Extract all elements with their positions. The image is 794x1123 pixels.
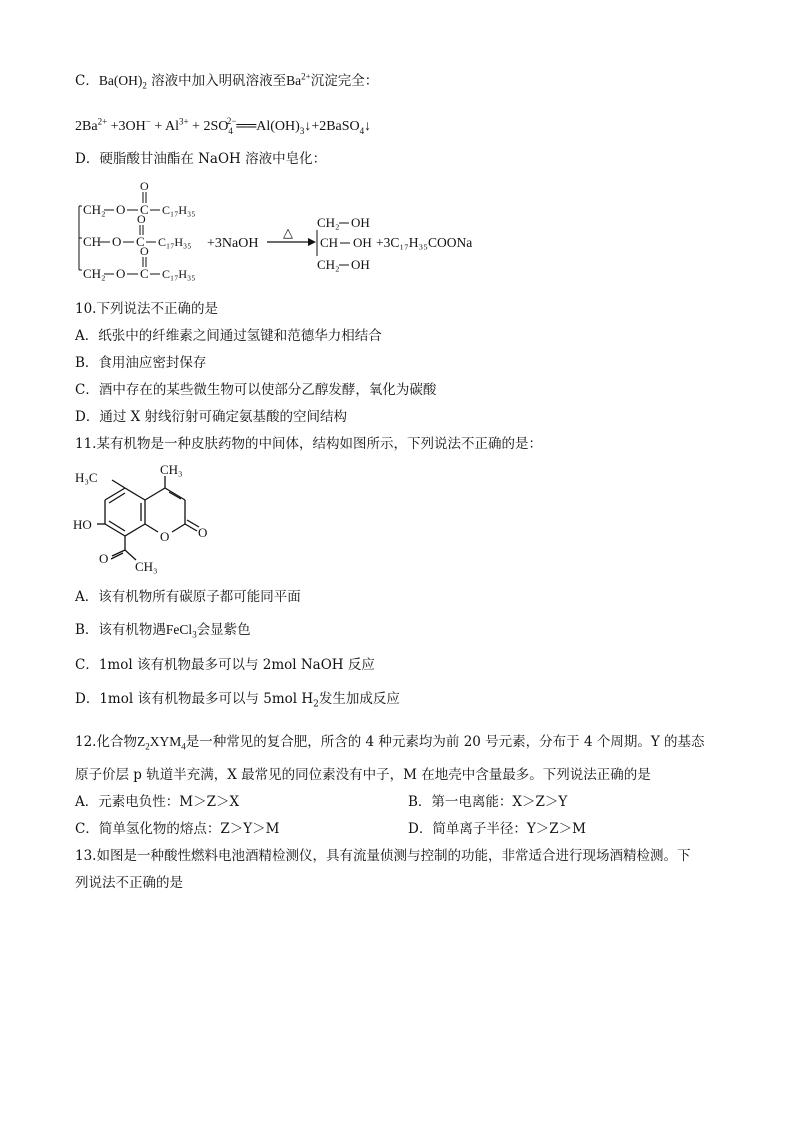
q10-option-c: C．酒中存在的某些微生物可以使部分乙醇发酵，氧化为碳酸 <box>75 382 437 398</box>
q11-option-b: B．该有机物遇FeCl$_3$会显紫色 <box>75 622 251 640</box>
q11-option-a: A．该有机物所有碳原子都可能同平面 <box>75 589 301 605</box>
svg-text:OH: OH <box>351 215 370 230</box>
h3c-label: H₃C <box>75 470 98 485</box>
q11-option-d: D．1mol 该有机物最多可以与 5mol $H_2$发生加成反应 <box>75 691 400 710</box>
acyl-ch3-label: CH₃ <box>135 559 158 574</box>
compound-formula: $Z_2XYM_4$ <box>136 734 186 752</box>
svg-text:CH₂: CH₂ <box>317 215 340 230</box>
q13-stem-line1: 13.如图是一种酸性燃料电池酒精检测仪，具有流量侦测与控制的功能，非常适合进行现场酒精检测。下 <box>75 848 691 864</box>
svg-text:C₁₇H₃₅: C₁₇H₃₅ <box>158 235 192 249</box>
svg-text:CH: CH <box>320 235 339 250</box>
q10-option-a: A．纸张中的纤维素之间通过氢键和范德华力相结合 <box>75 328 382 344</box>
fecl3-formula: FeCl$_3$ <box>165 622 197 640</box>
q12-option-c: C．简单氢化物的熔点：Z＞Y＞M <box>75 821 280 837</box>
q9c-equation: $2Ba^{2+} +3OH^- + Al^{3+}$ + $2SO_4^{2-}══Al(OH)_3↓+2BaSO_4↓$ <box>75 116 372 136</box>
svg-text:O: O <box>112 234 122 249</box>
q12-option-a: A．元素电负性：M＞Z＞X <box>75 794 240 810</box>
q13-stem-line2: 列说法不正确的是 <box>75 875 183 891</box>
ch3-top-label: CH₃ <box>160 462 183 477</box>
svg-text:C₁₇H₃₅: C₁₇H₃₅ <box>162 267 196 281</box>
q12-stem-line2: 原子价层 p 轨道半充满，X 最常见的同位素没有中子，M 在地壳中含量最多。下列说法正确的是 <box>75 767 651 783</box>
r2-ch: CH <box>83 234 102 249</box>
q10-option-b: B．食用油应密封保存 <box>75 355 207 371</box>
svg-text:O: O <box>140 244 149 258</box>
acyl-o-label: O <box>99 551 109 566</box>
naoh-reagent: +3NaOH <box>207 236 259 251</box>
ring-o-label: O <box>160 529 170 544</box>
q9-option-c: C．$Ba(OH)_2$ 溶液中加入明矾溶液至$Ba^{2+}$沉淀完全： <box>75 71 379 91</box>
svg-text:O: O <box>137 212 146 226</box>
svg-text:C₁₇H₃₅: C₁₇H₃₅ <box>162 203 196 217</box>
coumarin-structure <box>70 458 220 580</box>
r3-ch2: CH₂ <box>83 266 106 281</box>
svg-text:OH: OH <box>351 257 370 272</box>
svg-text:OH: OH <box>353 235 372 250</box>
q10-stem: 10.下列说法不正确的是 <box>75 301 218 317</box>
soap-product: +3C₁₇H₃₅COONa <box>376 235 473 250</box>
r1-ch2: CH₂ <box>83 202 106 217</box>
svg-text:C: C <box>136 234 145 249</box>
q10-option-d: D．通过 X 射线衍射可确定氨基酸的空间结构 <box>75 409 348 425</box>
q9-option-d: D．硬脂酸甘油酯在 NaOH 溶液中皂化： <box>75 151 327 167</box>
svg-text:CH₂: CH₂ <box>317 257 340 272</box>
q11-option-c: C．1mol 该有机物最多可以与 2mol NaOH 反应 <box>75 657 375 673</box>
q12-option-d: D．简单离子半径：Y＞Z＞M <box>408 821 586 837</box>
svg-text:O: O <box>140 179 149 193</box>
q11-stem: 11.某有机物是一种皮肤药物的中间体，结构如图所示，下列说法不正确的是： <box>75 436 542 452</box>
svg-text:C: C <box>140 202 149 217</box>
ho-label: HO <box>73 517 92 532</box>
baoh2-formula: $Ba(OH)_2$ <box>98 73 147 91</box>
saponification-reaction <box>70 172 490 292</box>
svg-text:C: C <box>140 266 149 281</box>
q12-stem-line1: 12.化合物$Z_2XYM_4$是一种常见的复合肥，所含的 4 种元素均为前 20 号元素，分布于 4 个周期。Y 的基态 <box>75 734 705 752</box>
q12-option-b: B．第一电离能：X＞Z＞Y <box>408 794 568 810</box>
svg-text:O: O <box>116 266 126 281</box>
keto-o-label: O <box>198 525 208 540</box>
svg-text:O: O <box>116 202 126 217</box>
heat-symbol: △ <box>283 225 293 240</box>
